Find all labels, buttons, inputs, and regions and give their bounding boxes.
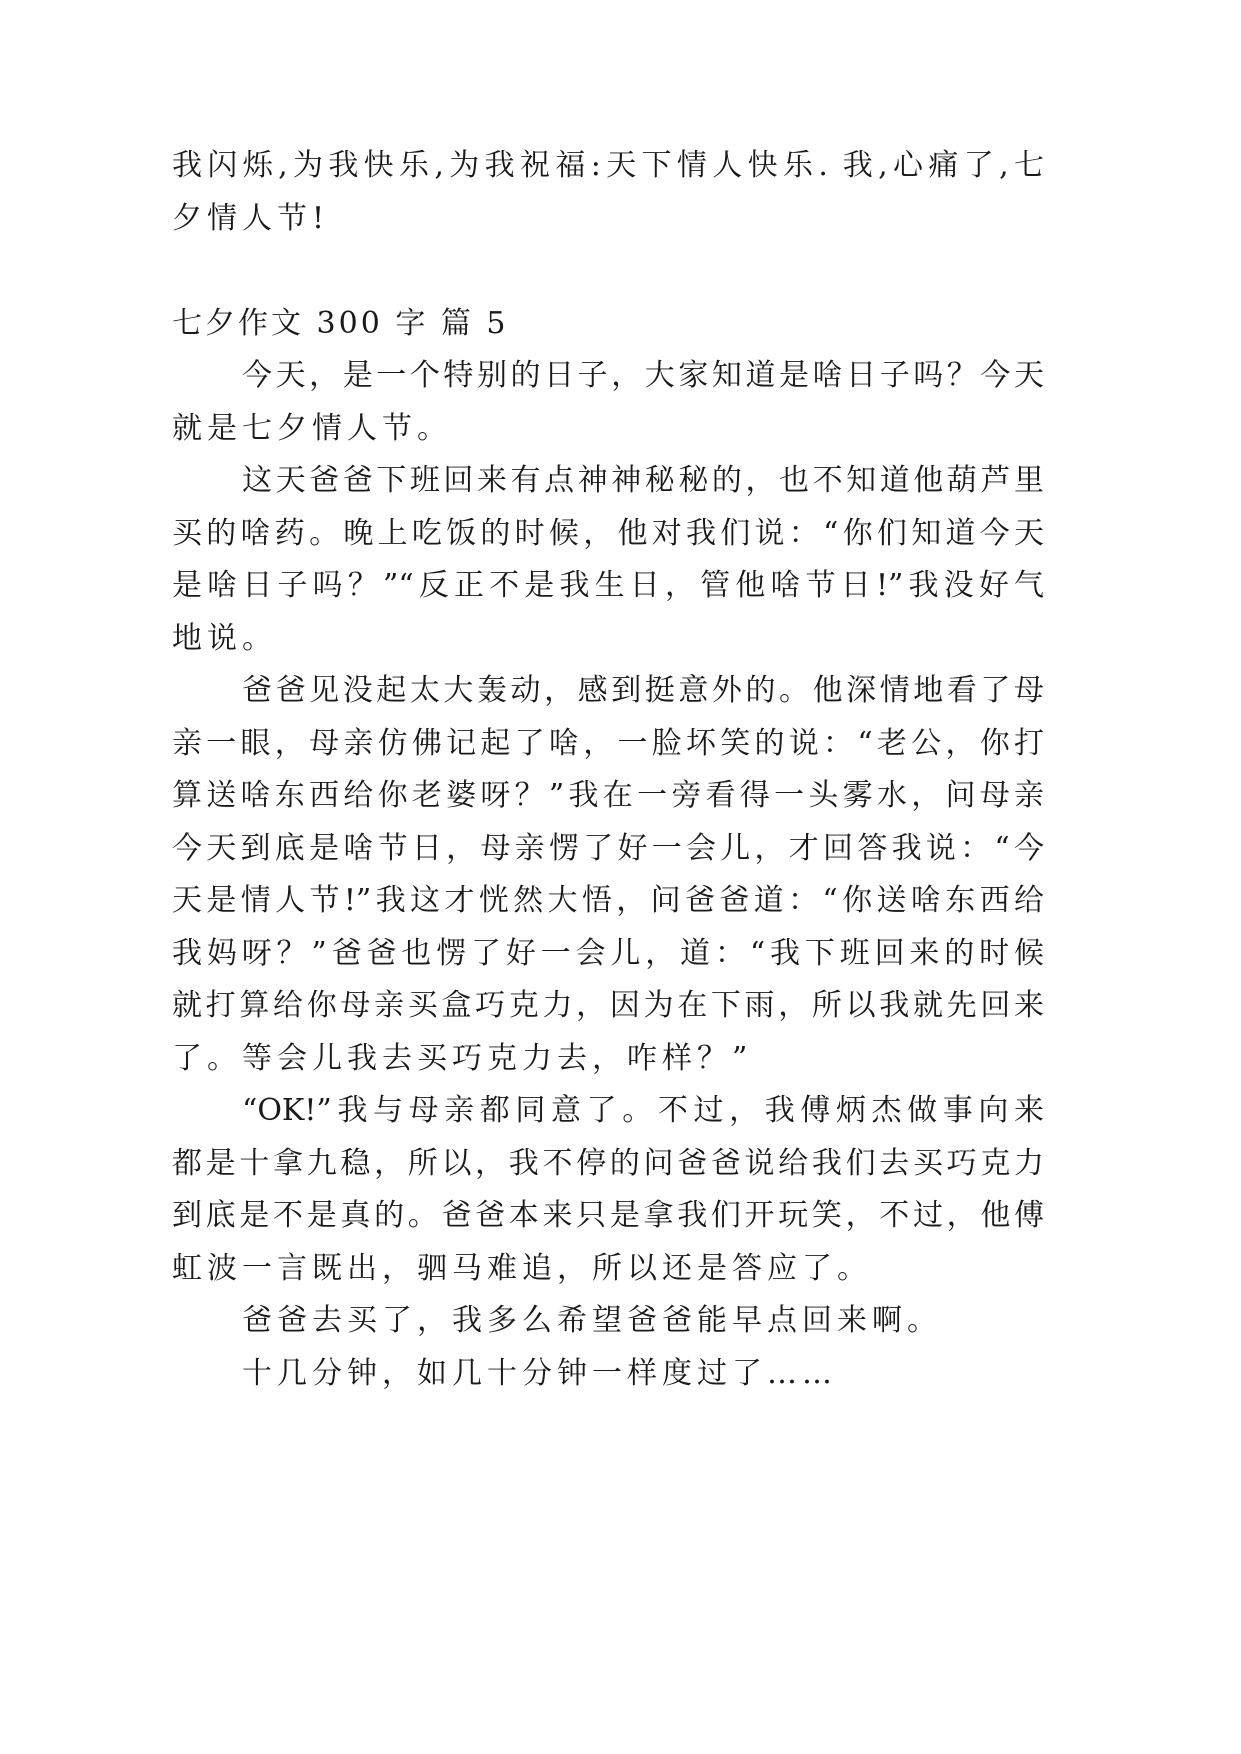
paragraph bbox=[172, 665, 1044, 1085]
text-line: 是啥日子吗？”“反正不是我生日，管他啥节日!”我没好气 bbox=[172, 568, 1044, 603]
text-line: 爸爸去买了，我多么希望爸爸能早点回来啊。 bbox=[242, 1303, 942, 1338]
continuation-paragraph bbox=[172, 140, 1044, 245]
text-line: 都是十拿九稳，所以，我不停的问爸爸说给我们去买巧克力 bbox=[172, 1145, 1044, 1181]
text-line: 了。等会儿我去买巧克力去，咋样？” bbox=[172, 1040, 753, 1076]
text-line: 地说。 bbox=[172, 620, 277, 656]
text-line: 这天爸爸下班回来有点神神秘秘的，也不知道他葫芦里 bbox=[242, 463, 1044, 498]
text-line: 就是七夕情人节。 bbox=[172, 410, 452, 446]
text-line: 天是情人节!”我这才恍然大悟，问爸爸道：“你送啥东西给 bbox=[172, 883, 1044, 918]
text-body bbox=[172, 140, 1044, 1400]
text-line: 爸爸见没起太大轰动，感到挺意外的。他深情地看了母 bbox=[242, 673, 1044, 708]
text-line: 亲一眼，母亲仿佛记起了啥，一脸坏笑的说：“老公，你打 bbox=[172, 725, 1044, 761]
text-line: 算送啥东西给你老婆呀？”我在一旁看得一头雾水，问母亲 bbox=[172, 778, 1044, 813]
text-line: 十几分钟，如几十分钟一样度过了…… bbox=[242, 1355, 837, 1391]
text-line: 虹波一言既出，驷马难追，所以还是答应了。 bbox=[172, 1250, 872, 1286]
paragraph bbox=[172, 1295, 1044, 1348]
text-line: “OK!”我与母亲都同意了。不过，我傅炳杰做事向来 bbox=[242, 1093, 1044, 1128]
text-line: 到底是不是真的。爸爸本来只是拿我们开玩笑，不过，他傅 bbox=[172, 1198, 1044, 1233]
paragraph bbox=[172, 350, 1044, 455]
text-line: 我妈呀？”爸爸也愣了好一会儿，道：“我下班回来的时候 bbox=[172, 935, 1044, 971]
paragraph bbox=[172, 1085, 1044, 1295]
text-line: 买的啥药。晚上吃饭的时候，他对我们说：“你们知道今天 bbox=[172, 515, 1044, 551]
text-line: 就打算给你母亲买盒巧克力，因为在下雨，所以我就先回来 bbox=[172, 988, 1044, 1023]
text-line: 我闪烁,为我快乐,为我祝福:天下情人快乐. 我,心痛了,七 bbox=[172, 148, 1044, 183]
text-line: 夕情人节! bbox=[172, 200, 330, 236]
paragraph bbox=[172, 1348, 1044, 1401]
blank-line bbox=[172, 245, 1044, 298]
paragraph bbox=[172, 455, 1044, 665]
text-line: 今天到底是啥节日，母亲愣了好一会儿，才回答我说：“今 bbox=[172, 830, 1044, 866]
text-line: 今天，是一个特别的日子，大家知道是啥日子吗？今天 bbox=[242, 358, 1044, 393]
section-heading: 七夕作文 300 字 篇 5 bbox=[172, 305, 509, 341]
